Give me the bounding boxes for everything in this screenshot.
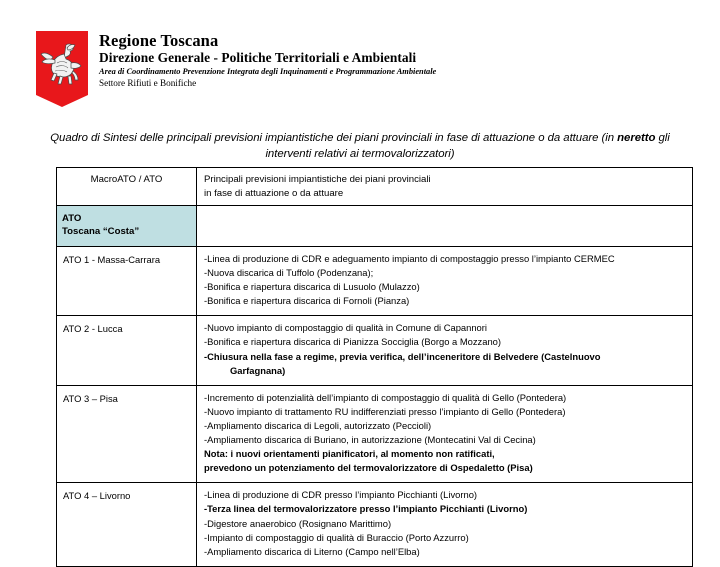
header-cell-ato xyxy=(57,168,197,206)
ato-interventions-cell xyxy=(197,385,693,483)
intervention-item: -Bonifica e riapertura discarica di Lusuolo (Mulazzo) xyxy=(204,281,420,293)
intervention-item xyxy=(204,350,686,378)
ato-interventions-cell xyxy=(197,316,693,385)
ato-name-label: ATO 4 – Livorno xyxy=(63,490,131,502)
intervention-item: -Terza linea del termovalorizzatore presso l’impianto Picchianti (Livorno) xyxy=(204,503,528,515)
ato-name-label: ATO 2 - Lucca xyxy=(63,323,123,335)
ato-name-cell xyxy=(57,247,197,316)
coordination-area-name: Area di Coordinamento Prevenzione Integrata degli Inquinamenti e Programmazione Ambientale xyxy=(99,67,437,76)
interventions-list xyxy=(197,316,692,384)
department-name: Direzione Generale - Politiche Territoriali e Ambientali xyxy=(99,50,417,65)
table-body xyxy=(57,168,693,567)
macro-ato-label xyxy=(57,206,196,246)
intervention-item: -Bonifica e riapertura discarica di Fornoli (Pianza) xyxy=(204,295,410,307)
interventions-list xyxy=(197,247,692,315)
ato-interventions-cell xyxy=(197,247,693,316)
intervention-item: -Bonifica e riapertura discarica di Pianizza Socciglia (Borgo a Mozzano) xyxy=(204,336,502,348)
intervention-item: -Ampliamento discarica di Buriano, in autorizzazione (Montecatini Val di Cecina) xyxy=(204,434,536,446)
page-title-emphasis: neretto xyxy=(617,132,656,144)
intervention-item: -Ampliamento discarica di Legoli, autorizzato (Peccioli) xyxy=(204,419,432,431)
intervention-item: -Ampliamento discarica di Literno (Campo nell’Elba) xyxy=(204,545,420,557)
intervention-text-continuation: Garfagnana) xyxy=(230,364,286,376)
intervention-item: -Nuovo impianto di compostaggio di qualità in Comune di Capannori xyxy=(204,322,487,334)
ato-name-label: ATO 1 - Massa-Carrara xyxy=(63,254,161,265)
ato-name-cell xyxy=(57,316,197,385)
interventions-list xyxy=(197,386,692,483)
intervention-item: Nota: i nuovi orientamenti pianificatori, al momento non ratificati, xyxy=(204,448,495,460)
header-label-description xyxy=(197,168,692,205)
header-cell-description xyxy=(197,168,693,206)
ato-name-cell xyxy=(57,483,197,566)
ato-interventions-cell xyxy=(197,483,693,566)
organization-name: Regione Toscana xyxy=(99,31,219,50)
intervention-item: -Incremento di potenzialità dell’impianto di compostaggio di qualità di Gello (Pontedera) xyxy=(204,391,567,403)
page-title-part2: gli interventi relativi ai termovalorizzatori) xyxy=(265,132,670,160)
page-title xyxy=(36,131,684,162)
table-row xyxy=(57,316,693,385)
table-header-row xyxy=(57,168,693,206)
intervention-item: -Impianto di compostaggio di qualità di Buraccio (Porto Azzurro) xyxy=(204,531,469,543)
intervention-item: -Digestore anaerobico (Rosignano Marittimo) xyxy=(204,517,392,529)
intervention-item: -Linea di produzione di CDR presso l’impianto Picchianti (Livorno) xyxy=(204,489,478,501)
provincial-plans-summary-table xyxy=(56,167,693,567)
letterhead xyxy=(36,31,436,107)
macro-ato-label-cell xyxy=(57,206,197,247)
header-label-ato: MacroATO / ATO xyxy=(90,174,163,185)
macro-ato-empty-cell xyxy=(197,206,693,247)
intervention-item: -Linea di produzione di CDR e adeguamento impianto di compostaggio presso l’impianto CERMEC xyxy=(204,253,615,264)
header-description-line1: Principali previsioni impiantistiche dei piani provinciali xyxy=(204,174,431,185)
pegasus-icon xyxy=(40,37,84,89)
table-row xyxy=(57,247,693,316)
shield-point xyxy=(36,95,88,107)
intervention-item: -Nuova discarica di Tuffolo (Podenzana); xyxy=(204,267,374,279)
ato-name-label: ATO 3 – Pisa xyxy=(63,392,118,404)
ato-name-cell xyxy=(57,385,197,483)
letterhead-text-block xyxy=(99,31,436,89)
macro-ato-line2: Toscana “Costa” xyxy=(62,226,140,237)
page-title-part1: Quadro di Sintesi delle principali previsioni impiantistiche dei piani provinciali in fase di attuazione o da attuare (in xyxy=(50,132,618,144)
macro-ato-line1: ATO xyxy=(62,213,82,224)
intervention-text: -Chiusura nella fase a regime, previa verifica, dell’inceneritore di Belvedere (Castelnuovo xyxy=(204,350,601,362)
intervention-item: -Nuovo impianto di trattamento RU indifferenziati presso l’impianto di Gello (Pontedera) xyxy=(204,405,566,417)
intervention-item: prevedono un potenziamento del termovalorizzatore di Ospedaletto (Pisa) xyxy=(204,462,533,474)
sector-name: Settore Rifiuti e Bonifiche xyxy=(99,78,197,88)
header-description-line2: in fase di attuazione o da attuare xyxy=(204,187,344,199)
pegasus-shield-emblem xyxy=(36,31,88,107)
table-row xyxy=(57,385,693,483)
interventions-list xyxy=(197,483,692,565)
macro-ato-row xyxy=(57,206,693,247)
table-row xyxy=(57,483,693,566)
